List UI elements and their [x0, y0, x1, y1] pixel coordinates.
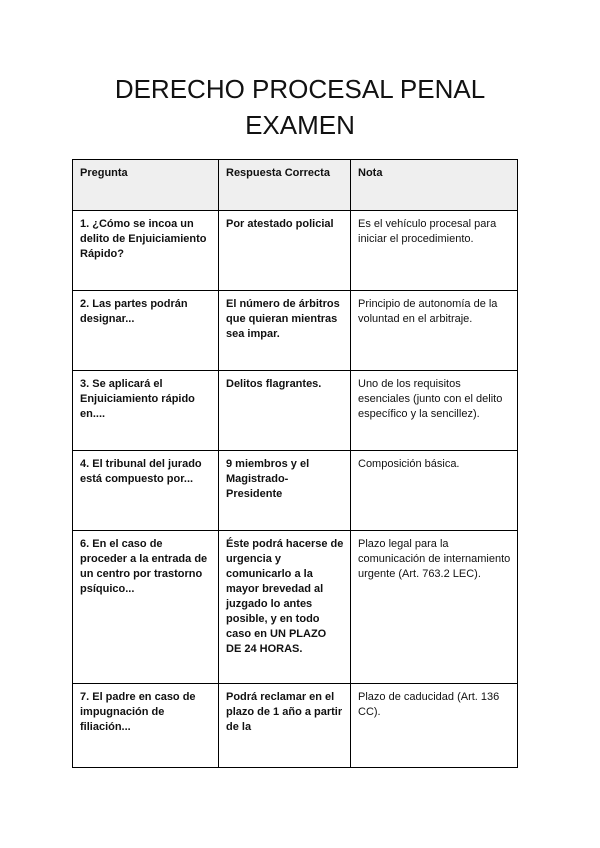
question-cell: 7. El padre en caso de impugnación de filiación...: [73, 684, 219, 768]
table-row: [73, 291, 518, 371]
note-cell: Uno de los requisitos esenciales (junto con el delito específico y la sencillez).: [351, 371, 518, 451]
question-cell: 2. Las partes podrán designar...: [73, 291, 219, 371]
header-note: Nota: [351, 160, 518, 211]
answer-cell: Éste podrá hacerse de urgencia y comunicarlo a la mayor brevedad al juzgado lo antes posible, y en todo caso en UN PLAZO DE 24 HORAS.: [219, 531, 351, 684]
question-cell: 6. En el caso de proceder a la entrada de un centro por trastorno psíquico...: [73, 531, 219, 684]
note-cell: Principio de autonomía de la voluntad en el arbitraje.: [351, 291, 518, 371]
table-body: [73, 211, 518, 768]
note-cell: Es el vehículo procesal para iniciar el procedimiento.: [351, 211, 518, 291]
header-row: [73, 160, 518, 211]
table-row: [73, 451, 518, 531]
header-question: Pregunta: [73, 160, 219, 211]
note-cell: Plazo de caducidad (Art. 136 CC).: [351, 684, 518, 768]
table-row: [73, 531, 518, 684]
answer-cell: Por atestado policial: [219, 211, 351, 291]
question-cell: 1. ¿Cómo se incoa un delito de Enjuiciamiento Rápido?: [73, 211, 219, 291]
document-subtitle: EXAMEN: [245, 110, 355, 140]
header-answer: Respuesta Correcta: [219, 160, 351, 211]
note-cell: Plazo legal para la comunicación de internamiento urgente (Art. 763.2 LEC).: [351, 531, 518, 684]
document-title: DERECHO PROCESAL PENAL: [114, 74, 486, 104]
question-cell: 4. El tribunal del jurado está compuesto por...: [73, 451, 219, 531]
table-row: [73, 371, 518, 451]
table-row: [73, 684, 518, 768]
exam-table: [72, 159, 518, 768]
table-header: [73, 160, 518, 211]
question-cell: 3. Se aplicará el Enjuiciamiento rápido en....: [73, 371, 219, 451]
answer-cell: 9 miembros y el Magistrado-Presidente: [219, 451, 351, 531]
answer-cell: El número de árbitros que quieran mientras sea impar.: [219, 291, 351, 371]
note-cell: Composición básica.: [351, 451, 518, 531]
answer-cell: Delitos flagrantes.: [219, 371, 351, 451]
answer-cell: Podrá reclamar en el plazo de 1 año a partir de la: [219, 684, 351, 768]
table-row: [73, 211, 518, 291]
